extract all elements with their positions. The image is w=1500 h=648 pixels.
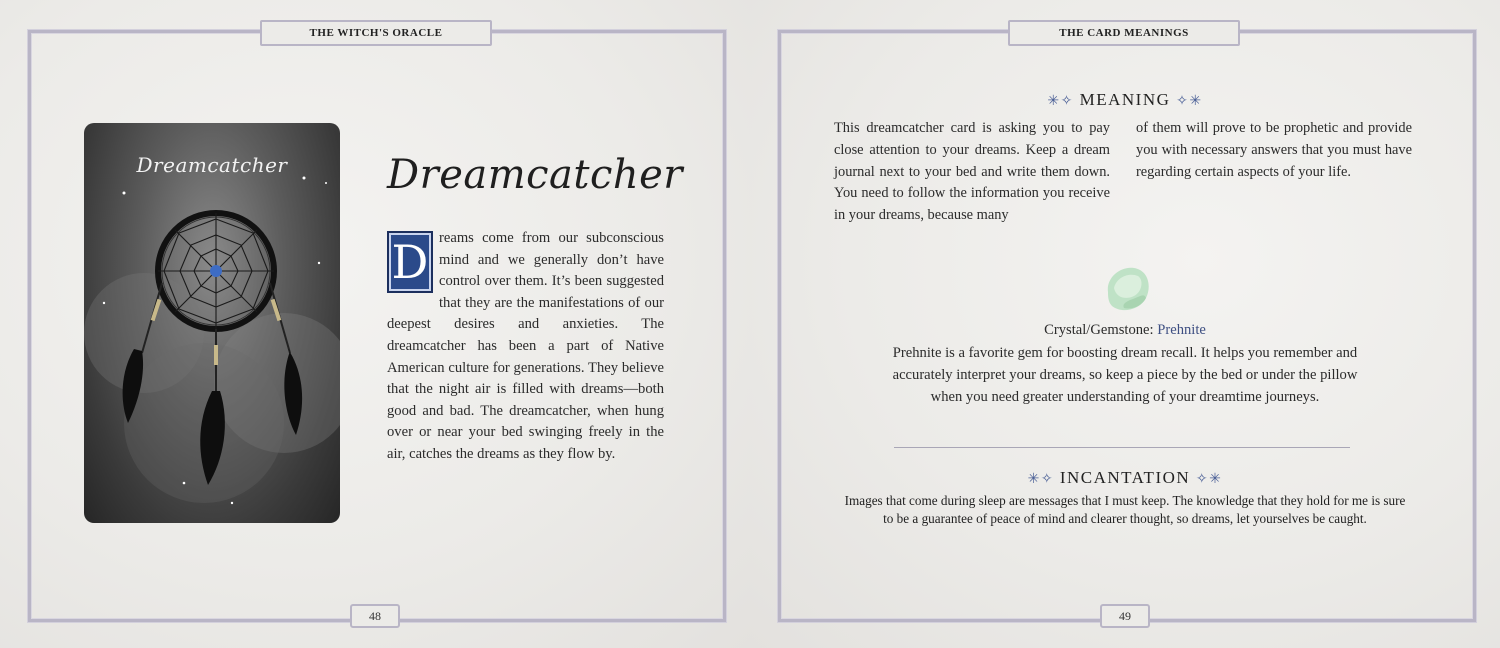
dreamcatcher-illustration <box>84 123 340 523</box>
running-header: THE CARD MEANINGS <box>1008 20 1240 46</box>
prehnite-crystal-icon <box>1100 262 1154 316</box>
running-header: THE WITCH'S ORACLE <box>260 20 492 46</box>
section-divider <box>894 447 1350 448</box>
gemstone-description: Prehnite is a favorite gem for boosting dream recall. It helps you remember and accurately interpret your dreams, so keep a piece by the bed or under the pillow when you need greater understanding of your dreamtime journeys. <box>892 345 1358 405</box>
oracle-card <box>84 123 340 523</box>
incantation-text: Images that come during sleep are messages that I must keep. The knowledge that they hold for me is sure to be a guarantee of peace of mind and clearer thought, so dreams, let yourselves be caught. <box>844 493 1406 527</box>
meaning-heading: ✳✧ MEANING ✧✳ <box>1047 90 1203 109</box>
page-number: 48 <box>350 604 400 628</box>
right-page <box>750 0 1500 648</box>
dropcap-letter: D <box>387 231 433 293</box>
page-title: Dreamcatcher <box>387 152 683 198</box>
meaning-column-1: This dreamcatcher card is asking you to pay close attention to your dreams. Keep a dream journal next to your bed and write them down. You need to follow the information you receive in your dreams, because many <box>834 120 1110 224</box>
snowflake-ornament-icon: ✧✳ <box>1195 472 1223 487</box>
gemstone-name: Prehnite <box>1157 322 1206 338</box>
incantation-heading: ✳✧ INCANTATION ✧✳ <box>1027 468 1223 487</box>
body-text <box>387 228 664 466</box>
gemstone-label: Crystal/Gemstone: Prehnite <box>1044 322 1206 338</box>
card-title: Dreamcatcher <box>136 153 288 177</box>
snowflake-ornament-icon: ✳✧ <box>1027 472 1055 487</box>
snowflake-ornament-icon: ✳✧ <box>1047 94 1074 109</box>
meaning-column-2: of them will prove to be prophetic and provide you with necessary answers that you must have regarding certain aspects of your life. <box>1136 120 1412 180</box>
snowflake-ornament-icon: ✧✳ <box>1176 94 1203 109</box>
page-number: 49 <box>1100 604 1150 628</box>
body-paragraph: reams come from our subconscious mind and we generally don’t have control over them. It’s been suggested that they are the manifestations of our deepest desires and anxieties. The dreamcatcher has been a part of Native American culture for generations. They believe that the night air is filled with dreams—both good and bad. The dreamcatcher, when hung over or near your bed swinging freely in the air, catches the dreams as they flow by. <box>387 230 664 462</box>
